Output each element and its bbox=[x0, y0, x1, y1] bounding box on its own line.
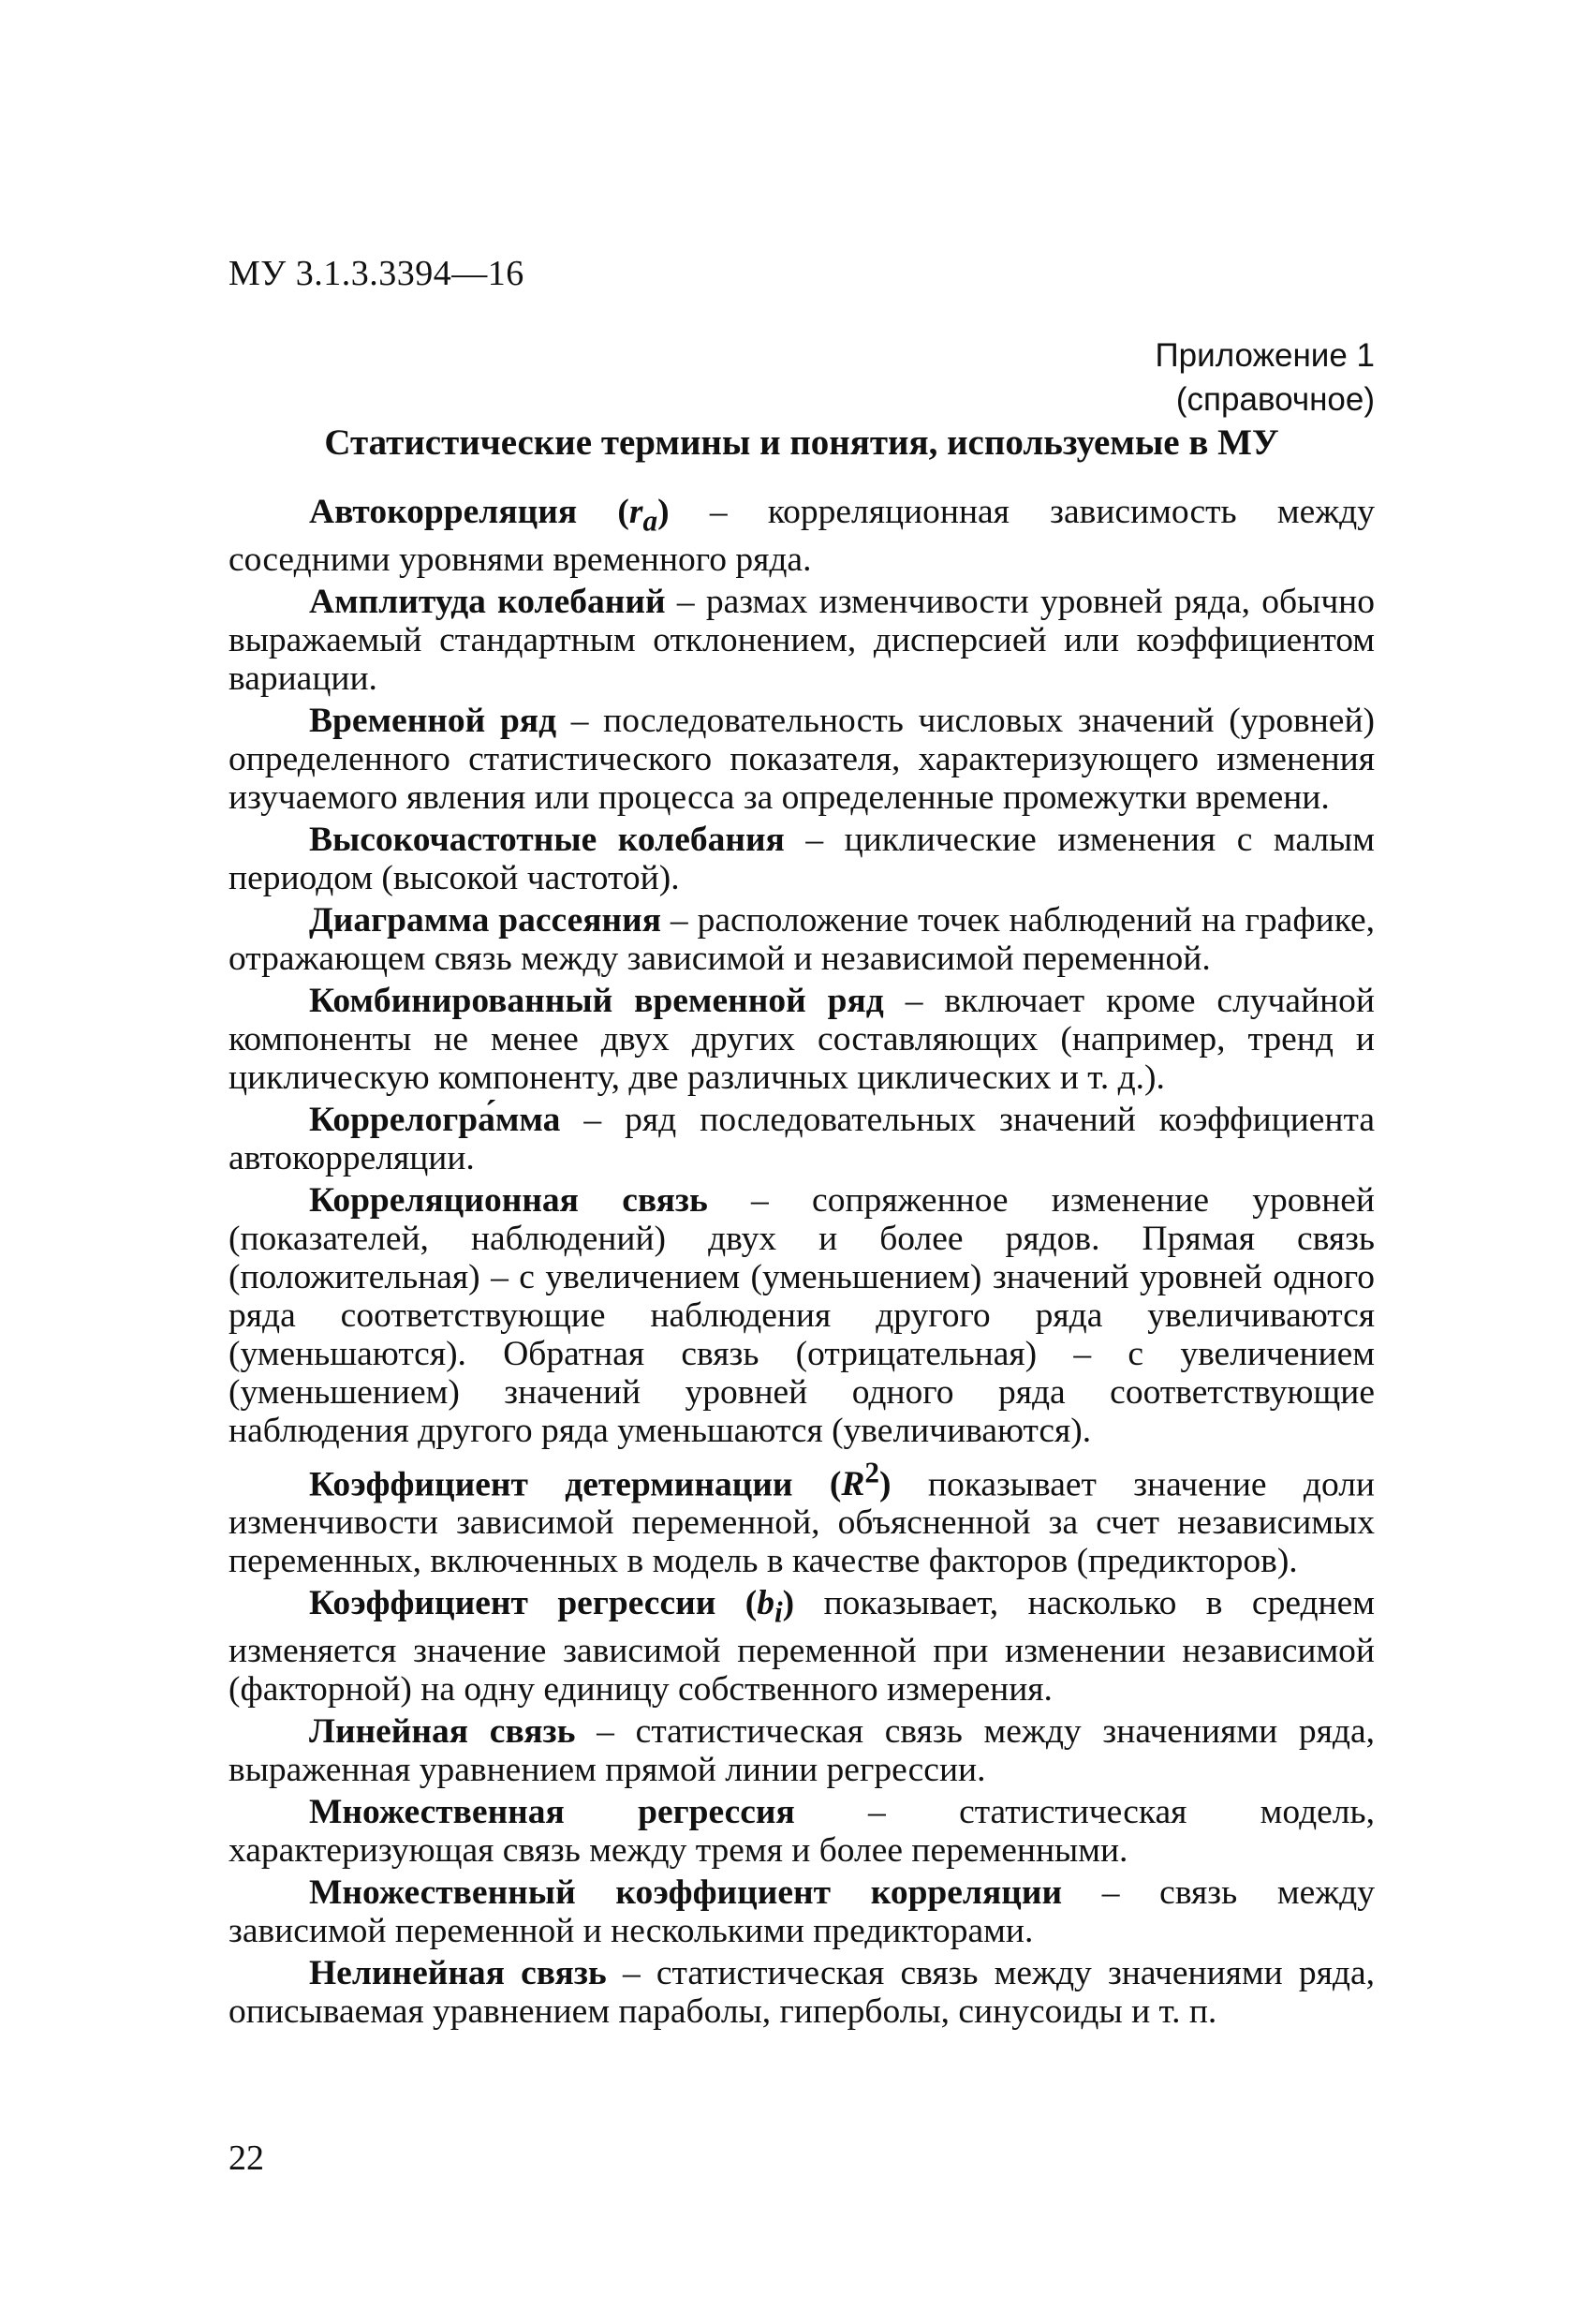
term-definition: – статистическая связь между значениями ряда, выраженная уравнением прямой линии регрессии. bbox=[228, 1711, 1376, 1789]
term-name: Линейная связь bbox=[309, 1711, 576, 1751]
term-name: Временной ряд bbox=[309, 701, 557, 740]
appendix-number: Приложение 1 bbox=[1155, 337, 1375, 374]
term-definition: – корреляционная зависимость между соседними уровнями временного ряда. bbox=[228, 493, 1376, 579]
term-multiple-correlation bbox=[228, 1873, 1375, 1950]
term-definition: – статистическая связь между значениями ряда, описываемая уравнением параболы, гиперболы, синусоиды и т. п. bbox=[228, 1953, 1375, 2031]
term-multiple-regression bbox=[228, 1793, 1375, 1870]
term-name: Коэффициент детерминации bbox=[309, 1465, 793, 1503]
terms-list bbox=[228, 493, 1375, 2035]
term-name: Комбинированный временной ряд bbox=[309, 981, 884, 1020]
term-combined-series bbox=[228, 982, 1375, 1097]
term-symbol: $(r_a)$ bbox=[617, 493, 670, 538]
term-symbol-subscript: i bbox=[774, 1595, 783, 1629]
term-scatter-plot bbox=[228, 901, 1375, 978]
term-definition: показывает значение доли изменчивости зависимой переменной, объясненной за счет независимых переменных, включенных в модель в качестве факторов (предикторов). bbox=[228, 1465, 1375, 1580]
page-number: 22 bbox=[228, 2139, 264, 2178]
term-high-frequency bbox=[228, 821, 1375, 897]
term-name: Множественный коэффициент корреляции bbox=[309, 1873, 1063, 1912]
term-name: Корреляционная связь bbox=[309, 1180, 708, 1220]
term-symbol: $(b_i)$ bbox=[744, 1584, 795, 1629]
term-definition: – статистическая модель, характеризующая связь между тремя и более переменными. bbox=[228, 1792, 1376, 1870]
term-name: Множественная регрессия bbox=[309, 1792, 795, 1831]
term-definition: – включает кроме случайной компоненты не менее двух других составляющих (например, тренд и циклическую компоненту, две различных циклических и т. д.). bbox=[228, 981, 1375, 1097]
term-amplitude bbox=[228, 583, 1375, 698]
term-name: Амплитуда колебаний bbox=[309, 582, 666, 621]
appendix-type: (справочное) bbox=[1175, 381, 1375, 418]
term-symbol-letter: b bbox=[757, 1584, 774, 1622]
term-determination bbox=[228, 1454, 1375, 1581]
term-name: Нелинейная связь bbox=[309, 1953, 607, 1992]
term-correlogram bbox=[228, 1101, 1375, 1177]
term-symbol-subscript: a bbox=[642, 504, 658, 538]
document-code: МУ 3.1.3.3394—16 bbox=[228, 254, 524, 293]
term-symbol-letter: R bbox=[841, 1465, 865, 1503]
term-name: Автокорреляция bbox=[309, 493, 578, 531]
term-definition: – ряд последовательных значений коэффициента автокорреляции. bbox=[228, 1100, 1375, 1177]
term-definition: – связь между зависимой переменной и несколькими предикторами. bbox=[228, 1873, 1375, 1950]
appendix-label bbox=[1156, 333, 1375, 422]
term-name: Диаграмма рассеяния bbox=[309, 900, 662, 940]
term-time-series bbox=[228, 702, 1375, 817]
section-title: Статистические термины и понятия, используемые в МУ bbox=[324, 422, 1279, 463]
term-definition: – последовательность числовых значений (уровней) определенного статистического показателя, характеризующего изменения изучаемого явления или процесса за определенные промежутки времени. bbox=[228, 701, 1376, 817]
term-nonlinear bbox=[228, 1954, 1375, 2031]
term-name: Коэффициент регрессии bbox=[309, 1584, 716, 1622]
term-symbol-superscript: 2 bbox=[864, 1456, 880, 1489]
term-linear bbox=[228, 1712, 1375, 1789]
term-symbol-letter: r bbox=[628, 493, 643, 531]
term-correlation bbox=[228, 1181, 1375, 1450]
term-regression-coefficient bbox=[228, 1584, 1375, 1709]
term-definition: – размах изменчивости уровней ряда, обычно выражаемый стандартным отклонением, дисперсией или коэффициентом вариации. bbox=[228, 582, 1375, 698]
term-name: Коррелогра́мма bbox=[309, 1100, 561, 1139]
term-definition: показывает, насколько в среднем изменяется значение зависимой переменной при изменении независимой (факторной) на одну единицу собственного измерения. bbox=[228, 1584, 1375, 1709]
term-autocorrelation bbox=[228, 493, 1375, 579]
term-symbol: $(R^2)$ bbox=[829, 1456, 892, 1503]
term-definition: – расположение точек наблюдений на графике, отражающем связь между зависимой и независимой переменной. bbox=[228, 900, 1375, 978]
term-definition: – циклические изменения с малым периодом (высокой частотой). bbox=[228, 820, 1375, 897]
term-definition: – сопряженное изменение уровней (показателей, наблюдений) двух и более рядов. Прямая связь (положительная) – с увеличением (уменьшением) значений уровней одного ряда соответствующие наблюдения другого ряда увеличиваются (уменьшаются). Обратная связь (отрицательная) – с увеличением (уменьшением) значений уровней одного ряда соответствующие наблюдения другого ряда уменьшаются (увеличиваются). bbox=[228, 1180, 1376, 1450]
term-name: Высокочастотные колебания bbox=[309, 820, 785, 859]
